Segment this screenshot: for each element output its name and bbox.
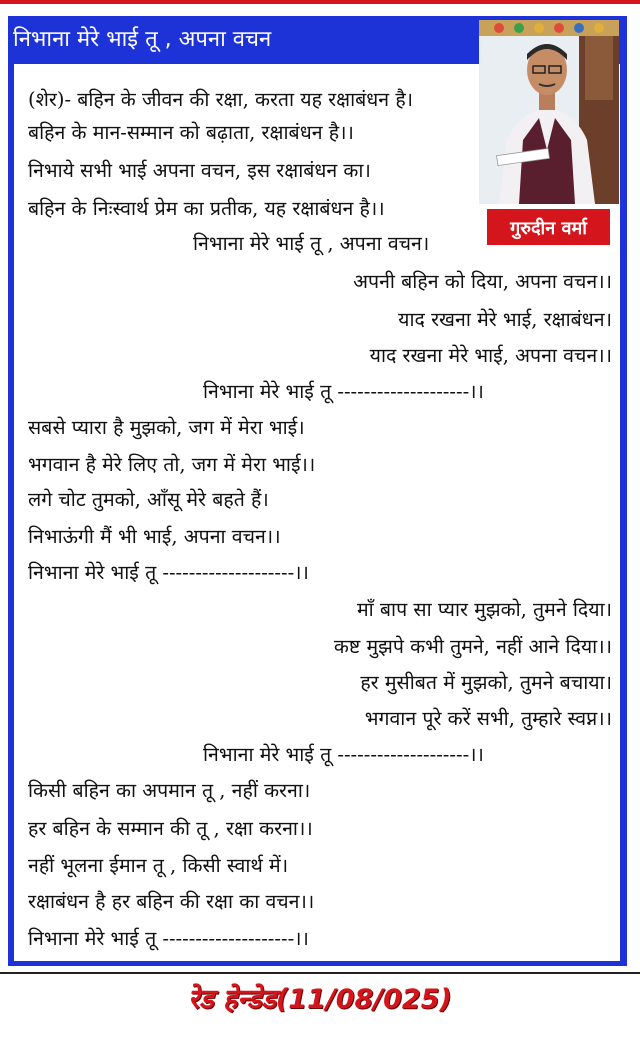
poem-line: रक्षाबंधन है हर बहिन की रक्षा का वचन।। (28, 890, 315, 913)
poem-line: निभाना मेरे भाई तू --------------------।। (28, 927, 309, 950)
poem-line: निभाना मेरे भाई तू --------------------।। (28, 561, 309, 584)
footer-credit: रेड हेन्डेड(11/08/025) (188, 984, 452, 1015)
poem-line: निभाना मेरे भाई तू --------------------।। (203, 743, 484, 766)
poem-line: बहिन के मान-सम्मान को बढ़ाता, रक्षाबंधन है।। (28, 121, 354, 144)
author-photo (479, 20, 619, 204)
poem-line: हर बहिन के सम्मान की तू , रक्षा करना।। (28, 817, 313, 840)
poem-title: निभाना मेरे भाई तू , अपना वचन (13, 27, 272, 52)
poem-line: सबसे प्यारा है मुझको, जग में मेरा भाई। (28, 416, 305, 439)
poem-line: बहिन के निःस्वार्थ प्रेम का प्रतीक, यह रक्षाबंधन है।। (28, 197, 385, 220)
poem-line: (शेर)- बहिन के जीवन की रक्षा, करता यह रक्षाबंधन है। (28, 88, 414, 111)
bottom-divider (0, 972, 640, 974)
poem-line: भगवान पूरे करें सभी, तुम्हारे स्वप्न।। (364, 707, 612, 730)
poem-line: निभाये सभी भाई अपना वचन, इस रक्षाबंधन का। (28, 159, 371, 182)
poem-line: लगे चोट तुमको, आँसू मेरे बहते हैं। (28, 488, 269, 511)
poem-line: याद रखना मेरे भाई, अपना वचन।। (369, 344, 612, 367)
poem-line: किसी बहिन का अपमान तू , नहीं करना। (28, 779, 311, 802)
author-name-badge: गुरुदीन वर्मा (485, 207, 612, 247)
poem-line: निभाऊंगी मैं भी भाई, अपना वचन।। (28, 525, 281, 548)
poem-line: भगवान है मेरे लिए तो, जग में मेरा भाई।। (28, 453, 316, 476)
person-photo-icon (479, 20, 619, 204)
poem-line: निभाना मेरे भाई तू --------------------।। (203, 380, 484, 403)
poem-line: माँ बाप सा प्यार मुझको, तुमने दिया। (357, 598, 612, 621)
poem-line: निभाना मेरे भाई तू , अपना वचन। (193, 232, 430, 255)
poem-line: हर मुसीबत में मुझको, तुमने बचाया। (360, 671, 612, 694)
top-accent-line (0, 0, 640, 4)
poem-line: कष्ट मुझपे कभी तुमने, नहीं आने दिया।। (333, 635, 612, 658)
poem-line: नहीं भूलना ईमान तू , किसी स्वार्थ में। (28, 854, 289, 877)
poem-line: याद रखना मेरे भाई, रक्षाबंधन। (398, 308, 612, 331)
poem-line: अपनी बहिन को दिया, अपना वचन।। (353, 270, 612, 293)
